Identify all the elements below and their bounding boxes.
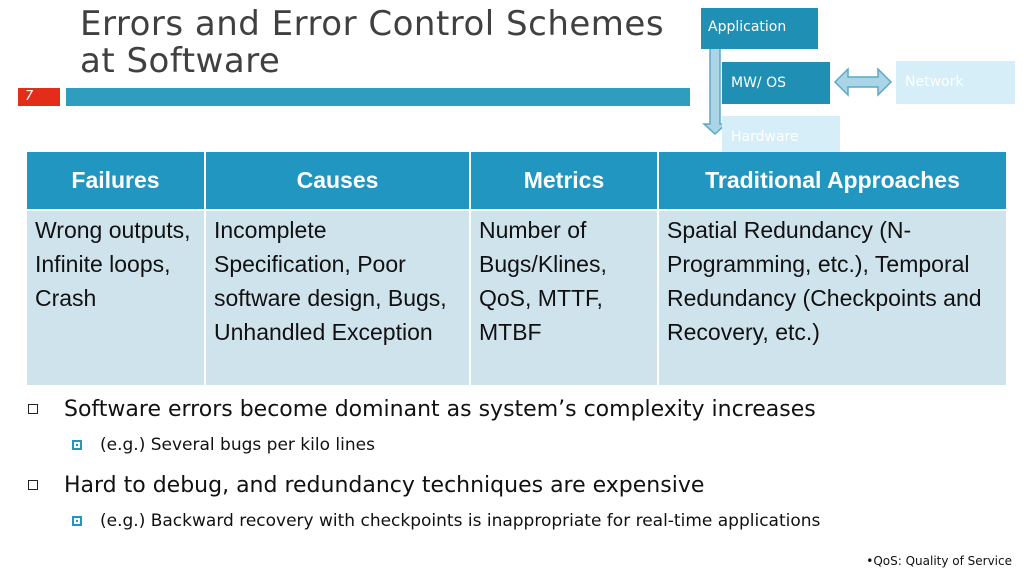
cell-metrics: Number of Bugs/Klines, QoS, MTTF, MTBF: [470, 210, 658, 385]
errors-table: [27, 152, 1006, 385]
horizontal-double-arrow: [835, 69, 891, 95]
header-failures: Failures: [27, 152, 205, 210]
square-sub-bullet-icon: [72, 440, 82, 450]
footnote: •QoS: Quality of Service: [866, 554, 1012, 568]
sub-bullet-item: [28, 508, 1018, 534]
bullet-item: [28, 392, 1018, 428]
sub-bullet-text: (e.g.) Several bugs per kilo lines: [100, 435, 375, 455]
title-line-2: at Software: [80, 41, 281, 81]
mw-os-box: MW/ OS: [722, 62, 830, 104]
header-causes: Causes: [205, 152, 470, 210]
bullet-text: Hard to debug, and redundancy techniques are expensive: [64, 473, 705, 498]
network-box: Network: [896, 61, 1015, 104]
sub-bullet-text: (e.g.) Backward recovery with checkpoints is inappropriate for real-time applications: [100, 511, 821, 531]
bullet-list: [28, 392, 1018, 534]
hardware-box: Hardware: [722, 116, 840, 158]
cell-approaches: Spatial Redundancy (N-Programming, etc.), Temporal Redundancy (Checkpoints and Recovery, etc.): [658, 210, 1006, 385]
bullet-text: Software errors become dominant as system’s complexity increases: [64, 397, 816, 422]
slide-title: [80, 6, 690, 80]
title-rule: [66, 88, 690, 106]
square-sub-bullet-icon: [72, 516, 82, 526]
header-traditional-approaches: Traditional Approaches: [658, 152, 1006, 210]
table-header-row: [27, 152, 1006, 210]
header-metrics: Metrics: [470, 152, 658, 210]
square-bullet-icon: [28, 480, 38, 490]
sub-bullet-item: [28, 432, 1018, 458]
title-line-1: Errors and Error Control Schemes: [80, 4, 665, 44]
bullet-item: [28, 468, 1018, 504]
application-box: Application: [701, 8, 818, 49]
square-bullet-icon: [28, 404, 38, 414]
slide-number: 7: [18, 88, 60, 106]
cell-failures: Wrong outputs, Infinite loops, Crash: [27, 210, 205, 385]
table-row: [27, 210, 1006, 385]
cell-causes: Incomplete Specification, Poor software design, Bugs, Unhandled Exception: [205, 210, 470, 385]
